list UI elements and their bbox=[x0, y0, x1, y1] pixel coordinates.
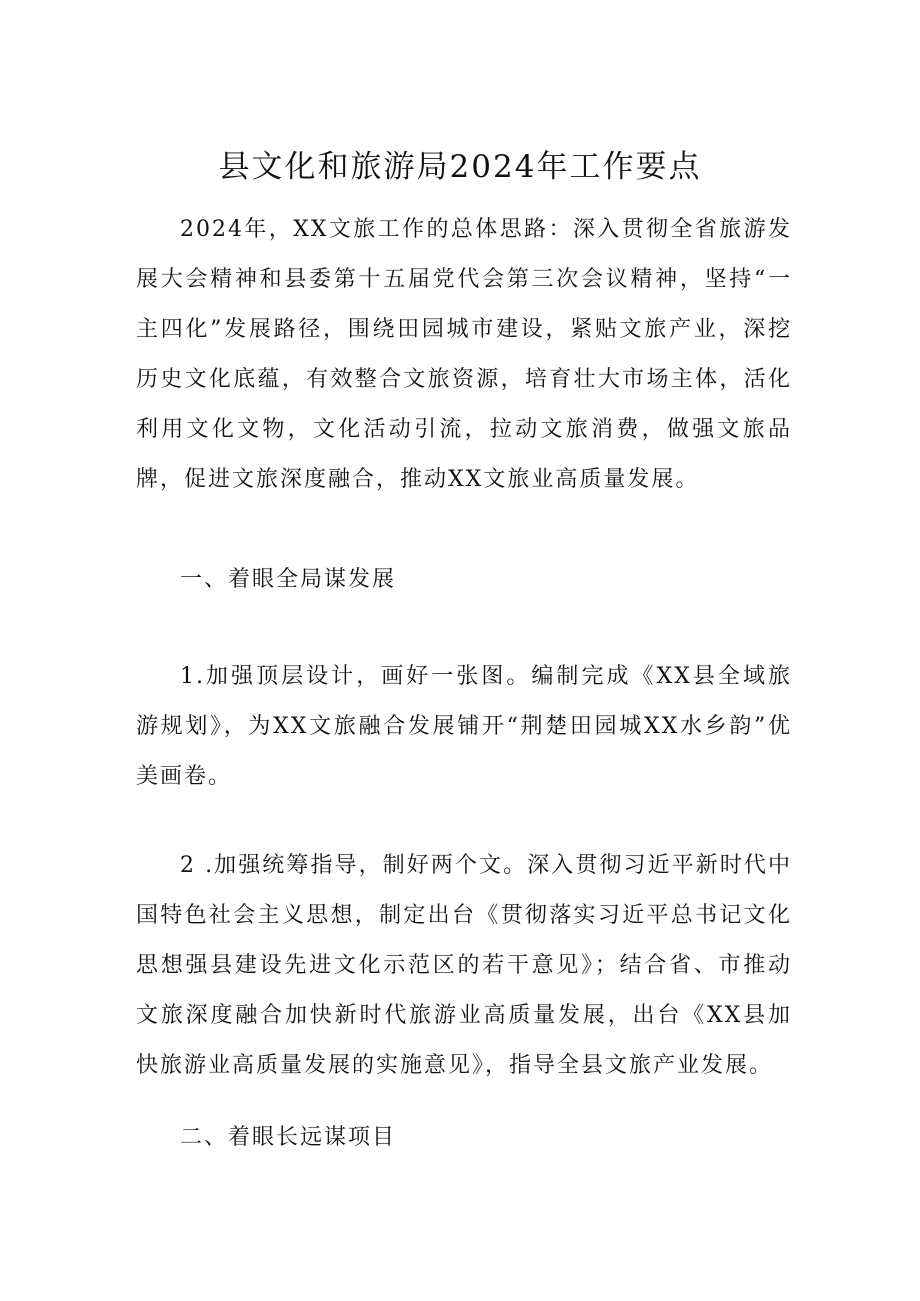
intro-paragraph: 2024年，XX文旅工作的总体思路：深入贯彻全省旅游发展大会精神和县委第十五届党代会第三次会议精神，坚持“一主四化”发展路径，围绕田园城市建设，紧贴文旅产业，深挖历史文化底蕴，有效整合文旅资源，培育壮大市场主体，活化利用文化文物，文化活动引流，拉动文旅消费，做强文旅品牌，促进文旅深度融合，推动XX文旅业高质量发展。 bbox=[136, 217, 792, 492]
item-paragraph-2: 2 .加强统筹指导，制好两个文。深入贯彻习近平新时代中国特色社会主义思想，制定出台《贯彻落实习近平总书记文化思想强县建设先进文化示范区的若干意见》；结合省、市推动文旅深度融合加快新时代旅游业高质量发展，出台《XX县加快旅游业高质量发展的实施意见》，指导全县文旅产业发展。 bbox=[136, 853, 792, 1078]
section-heading-1: 一、着眼全局谋发展 bbox=[180, 567, 397, 592]
item-paragraph-1: 1.加强顶层设计，画好一张图。编制完成《XX县全域旅游规划》，为XX文旅融合发展铺开“荆楚田园城XX水乡韵”优美画卷。 bbox=[136, 664, 792, 789]
document-title: 县文化和旅游局2024年工作要点 bbox=[218, 149, 702, 185]
section-heading-2: 二、着眼长远谋项目 bbox=[180, 1125, 397, 1150]
